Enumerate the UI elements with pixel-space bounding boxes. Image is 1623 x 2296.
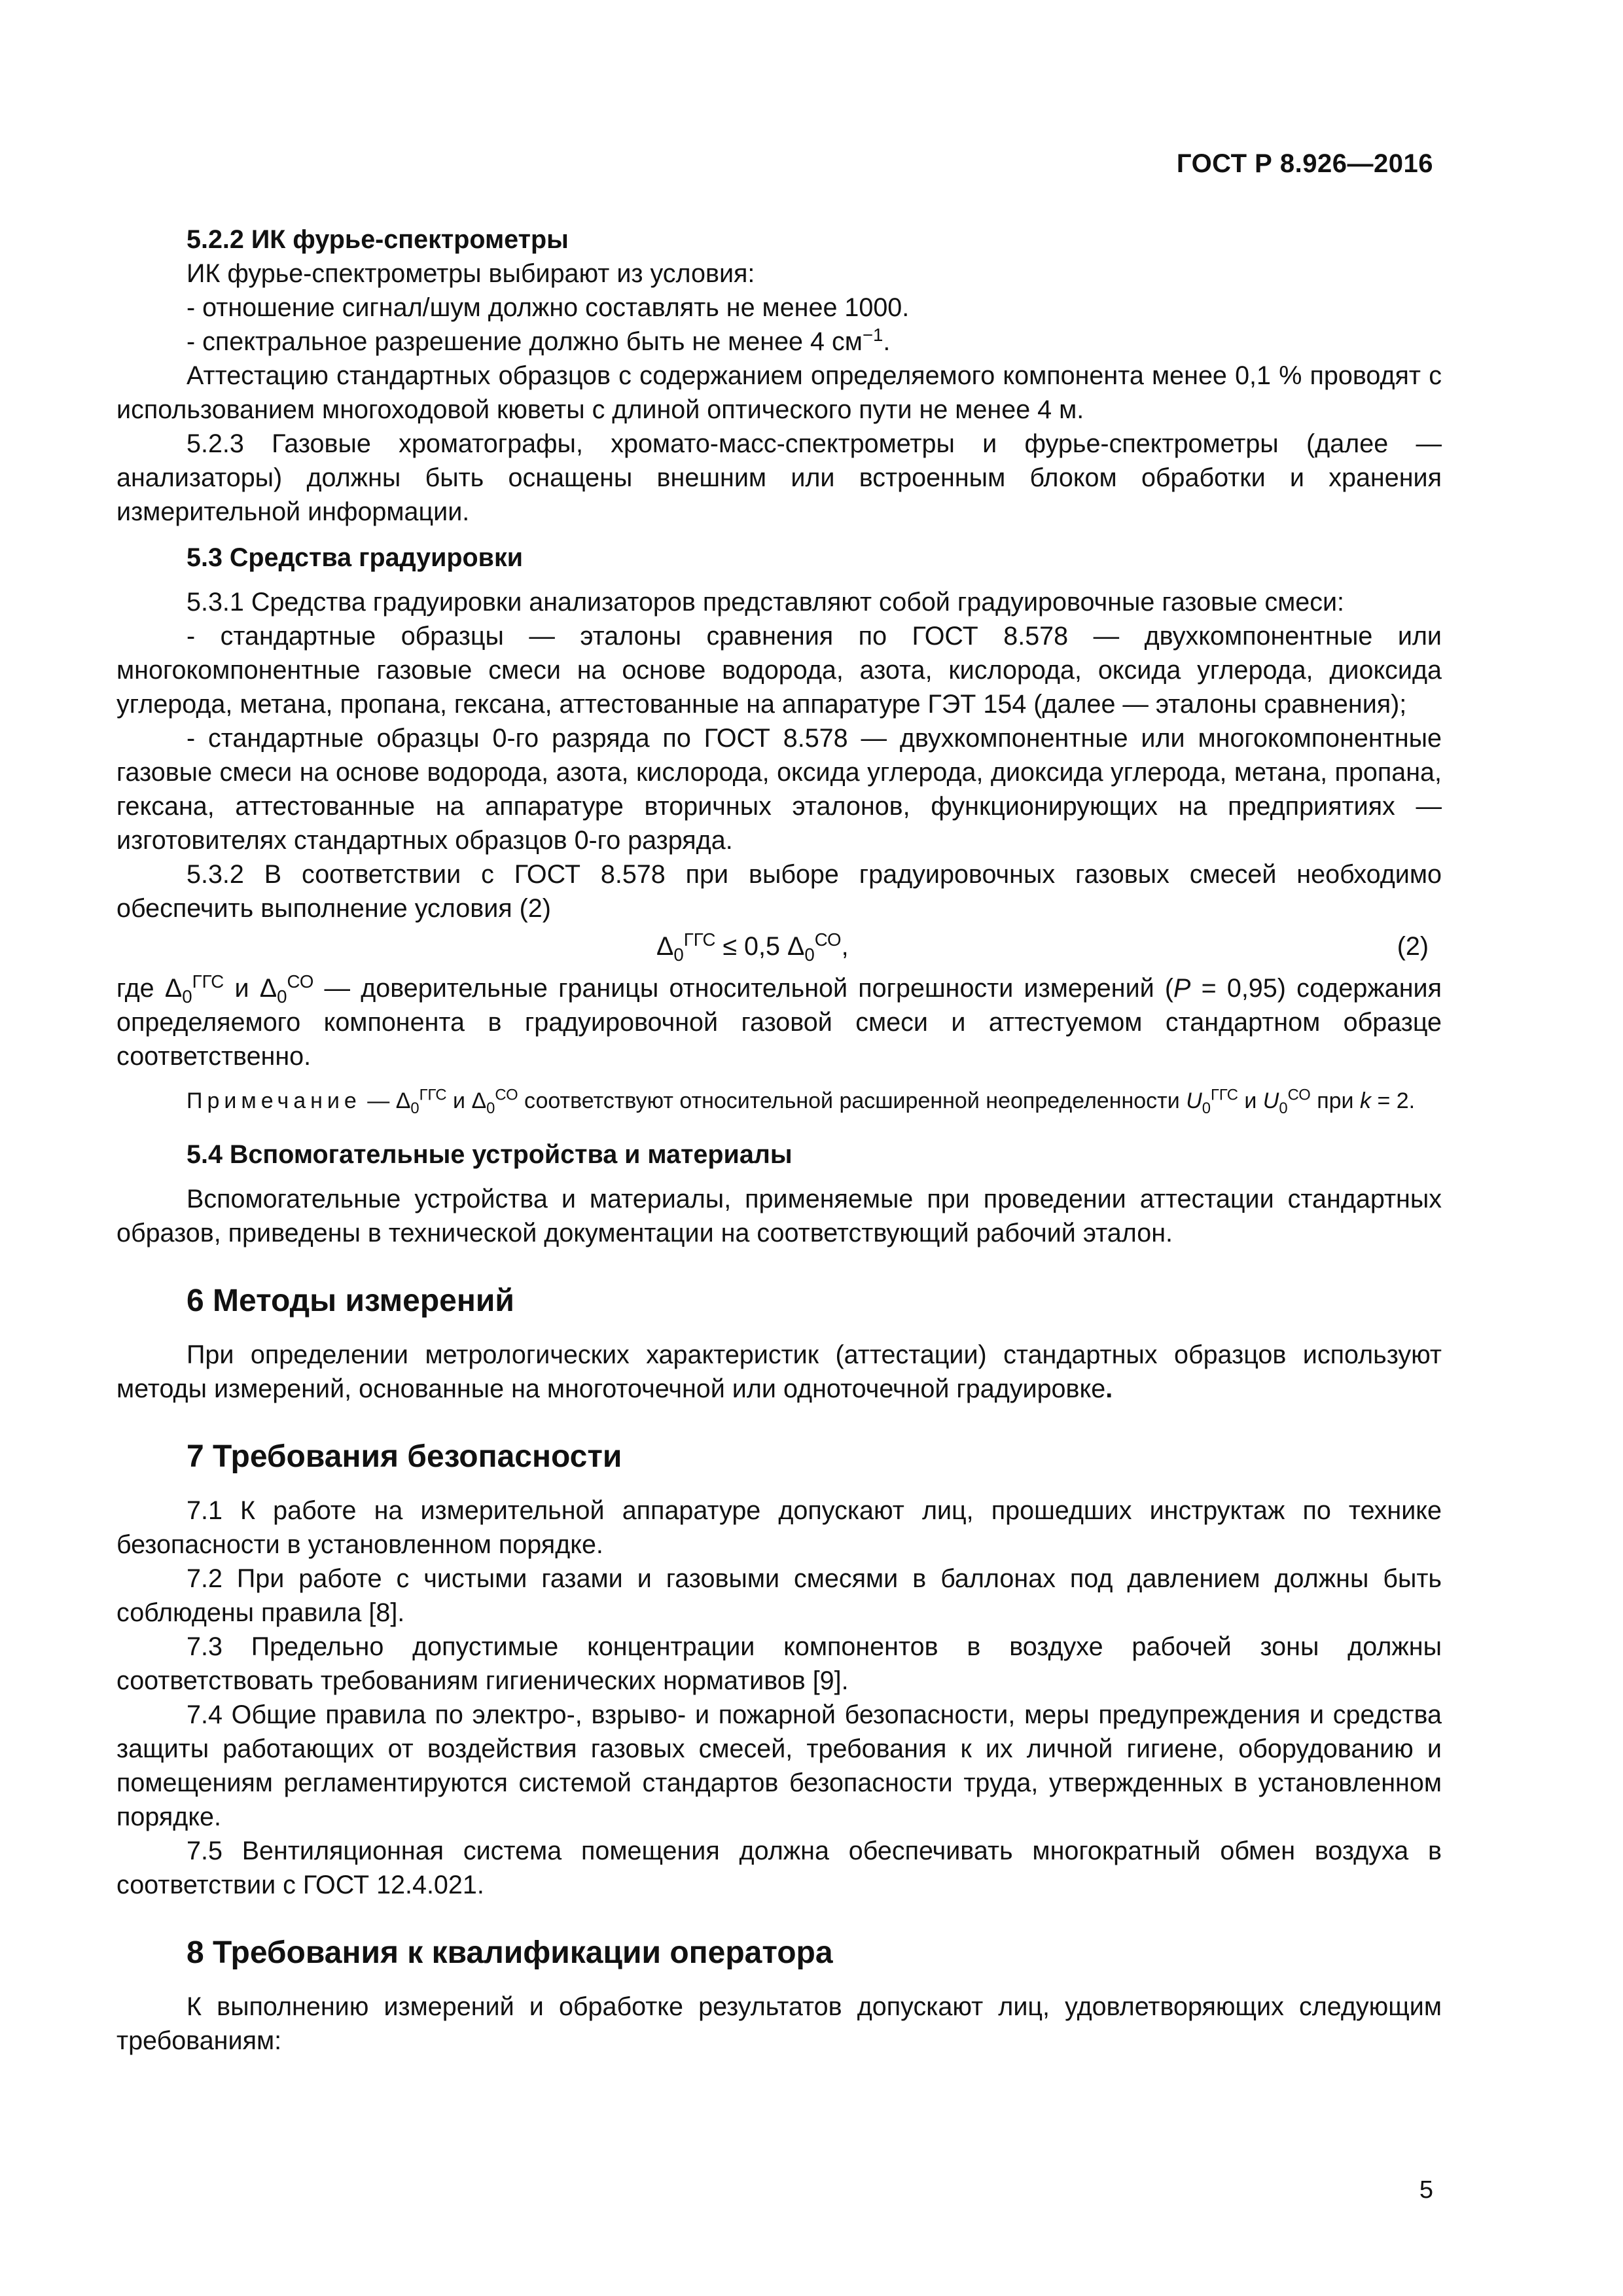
section-title-8: 8 Требования к квалификации оператора: [187, 1935, 833, 1970]
list-item: - отношение сигнал/шум должно составлять не менее 1000.: [187, 293, 910, 322]
formula-number: (2): [1397, 932, 1429, 961]
document-header: ГОСТ Р 8.926—2016: [1176, 149, 1433, 178]
note: Примечание — $\Delta_0^{ГГС}$ и $\Delta_0^{СО}$ соответствуют относительной расширенной неопределенности $U_0^{ГГС}$ и $U_0^{СО}$ при k = 2.: [187, 1086, 1416, 1117]
paragraph: ИК фурье-спектрометры выбирают из условия:: [187, 259, 755, 288]
page-number: 5: [1419, 2176, 1433, 2204]
paragraph: При определении метрологических характеристик (аттестации) стандартных образцов используют методы измерений, основанные на многоточечной или одноточечной градуировке.: [116, 1340, 1442, 1403]
paragraph: К выполнению измерений и обработке результатов допускают лиц, удовлетворяющих следующим требованиям:: [116, 1992, 1442, 2055]
note-label: Примечание: [187, 1088, 361, 1113]
paragraph-5-2-3: 5.2.3 Газовые хроматографы, хромато-масс-спектрометры и фурье-спектрометры (далее — анализаторы) должны быть оснащены внешним или встроенным блоком обработки и хранения измерительной информации.: [116, 429, 1442, 526]
paragraph-7-5: 7.5 Вентиляционная система помещения должна обеспечивать многократный обмен воздуха в соответствии с ГОСТ 12.4.021.: [116, 1837, 1442, 1899]
list-item: - стандартные образцы 0-го разряда по ГОСТ 8.578 — двухкомпонентные или многокомпонентные газовые смеси на основе водорода, азота, кислорода, оксида углерода, диоксида углерода, метана, пропана, гексана, аттестованные на аппаратуре вторичных эталонов, функционирующих на предприятиях — изготовителях стандартных образцов 0-го разряда.: [116, 724, 1442, 855]
paragraph: Вспомогательные устройства и материалы, применяемые при проведении аттестации стандартных образов, приведены в технической документации на соответствующий рабочий эталон.: [116, 1185, 1442, 1247]
paragraph-5-3-1: 5.3.1 Средства градуировки анализаторов представляют собой градуировочные газовые смеси:: [187, 588, 1345, 617]
list-item: - спектральное разрешение должно быть не менее 4 $см^{-1}$.: [187, 324, 891, 356]
document-body: [116, 223, 1442, 2058]
paragraph-7-2: 7.2 При работе с чистыми газами и газовыми смесями в баллонах под давлением должны быть соблюдены правила [8].: [116, 1564, 1442, 1627]
subsection-title-5-2-2: 5.2.2 ИК фурье-спектрометры: [187, 225, 569, 254]
paragraph-5-3-2: 5.3.2 В соответствии с ГОСТ 8.578 при выборе градуировочных газовых смесей необходимо обеспечить выполнение условия (2): [116, 860, 1442, 923]
subsection-title-5-3: 5.3 Средства градуировки: [187, 543, 524, 572]
section-title-6: 6 Методы измерений: [187, 1283, 514, 1318]
list-item: - стандартные образцы — эталоны сравнения по ГОСТ 8.578 — двухкомпонентные или многокомпонентные газовые смеси на основе водорода, азота, кислорода, оксида углерода, диоксида углерода, метана, пропана, гексана, аттестованные на аппаратуре ГЭТ 154 (далее — эталоны сравнения);: [116, 622, 1442, 719]
paragraph: Аттестацию стандартных образцов с содержанием определяемого компонента менее 0,1 % проводят с использованием многоходовой кюветы с длиной оптического пути не менее 4 м.: [116, 361, 1442, 424]
paragraph-7-3: 7.3 Предельно допустимые концентрации компонентов в воздухе рабочей зоны должны соответствовать требованиям гигиенических нормативов [9].: [116, 1632, 1442, 1695]
subsection-title-5-4: 5.4 Вспомогательные устройства и материалы: [187, 1140, 793, 1169]
formula-expression: $\Delta_0^{ГГС} \le 0,5$ $\Delta_0^{СО}$,: [656, 929, 849, 965]
paragraph-7-1: 7.1 К работе на измерительной аппаратуре допускают лиц, прошедших инструктаж по технике безопасности в установленном порядке.: [116, 1496, 1442, 1559]
formula-explanation: где $\Delta_0^{ГГС}$ и $\Delta_0^{СО}$ — доверительные границы относительной погрешности измерений (P = 0,95) содержания определяемого компонента в градуировочной газовой смеси и аттестуемом стандартном образце соответственно.: [116, 971, 1442, 1071]
paragraph-7-4: 7.4 Общие правила по электро-, взрыво- и пожарной безопасности, меры предупреждения и средства защиты работающих от воздействия газовых смесей, требования к их личной гигиене, оборудованию и помещениям регламентируются системой стандартов безопасности труда, утвержденных в установленном порядке.: [116, 1700, 1442, 1831]
formula-2: [116, 929, 1442, 966]
section-title-7: 7 Требования безопасности: [187, 1439, 622, 1474]
